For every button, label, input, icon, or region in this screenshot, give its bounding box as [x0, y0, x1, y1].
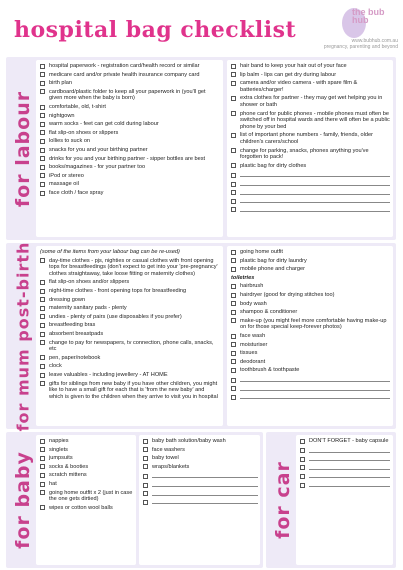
checklist-item: [40, 455, 134, 462]
checklist-item: [40, 164, 220, 171]
checklist-item: [40, 288, 220, 295]
item-label: change for parking, snacks, phones anything you've forgotten to pack!: [240, 147, 369, 161]
item-label: lollies to suck on: [49, 138, 91, 145]
checkbox[interactable]: [40, 482, 45, 487]
panel-right: [139, 435, 260, 565]
post-note: (some of the items from your labour bag can be re-used): [40, 249, 180, 255]
checklist-item: [40, 130, 220, 137]
checkbox[interactable]: [40, 381, 45, 386]
checkbox[interactable]: [231, 96, 236, 101]
blank-item: [143, 473, 258, 479]
write-in-line[interactable]: [309, 482, 390, 487]
item-label: wraps/blankets: [152, 463, 190, 470]
checklist-item: [300, 438, 390, 445]
write-in-line[interactable]: [240, 386, 390, 391]
item-label: change to pay for newspapers, tv connection, phone calls, snacks, etc: [49, 339, 214, 353]
item-label: phone card for public phones - mobile phones must often be switched off in hospital wards and there will often be a public phone by your bed: [240, 110, 390, 130]
item-label: make-up (you might feel more comfortable having make-up on for those special keep-forever photos): [240, 317, 387, 331]
checklist-item: [231, 249, 390, 256]
checkbox[interactable]: [231, 72, 236, 77]
checkbox[interactable]: [231, 148, 236, 153]
checkbox[interactable]: [40, 130, 45, 135]
item-label: toothbrush & toothpaste: [240, 367, 300, 374]
checklist-item: [231, 283, 390, 290]
checkbox[interactable]: [231, 378, 236, 383]
checkbox[interactable]: [40, 355, 45, 360]
checklist-item: [231, 163, 390, 170]
checklist-item: [40, 190, 220, 197]
checklist-item: [143, 447, 258, 454]
item-label: baby towel: [152, 455, 179, 462]
item-label: maternity sanitary pads - plenty: [49, 305, 127, 312]
checkbox[interactable]: [40, 156, 45, 161]
blank-item: [143, 482, 258, 488]
checklist-item: [40, 156, 220, 163]
blank-item: [231, 207, 390, 213]
checkbox[interactable]: [40, 148, 45, 153]
item-label: camera and/or video camera - with spare film & batteries/charger!: [240, 80, 358, 93]
write-in-line[interactable]: [240, 207, 390, 212]
section-label: for car: [272, 461, 295, 539]
checkbox[interactable]: [143, 491, 148, 496]
write-in-line[interactable]: [240, 181, 390, 186]
checkbox[interactable]: [40, 473, 45, 478]
checklist-item: [231, 80, 390, 93]
item-label: undies - plenty of pairs (use disposables if you prefer): [49, 313, 182, 320]
checklist-item: [40, 279, 220, 286]
section-label: for mum post-birth: [13, 241, 33, 431]
checklist-item: [231, 258, 390, 265]
checklist-item: [40, 258, 220, 278]
blank-item: [300, 465, 390, 471]
checklist-item: [40, 138, 220, 145]
blank-item: [143, 491, 258, 497]
write-in-line[interactable]: [240, 394, 390, 399]
checkbox[interactable]: [231, 301, 236, 306]
write-in-line[interactable]: [152, 499, 258, 504]
toiletries-heading: toiletries: [231, 274, 255, 281]
checkbox[interactable]: [231, 64, 236, 69]
item-label: iPod or stereo: [49, 172, 84, 179]
item-label: jumpsuits: [49, 455, 73, 462]
logo-subtitle: [318, 38, 398, 50]
checklist-item: [40, 297, 220, 304]
blank-item: [231, 394, 390, 400]
section-label: for labour: [12, 90, 35, 207]
item-label: face washers: [152, 446, 185, 453]
logo-url: www.bubhub.com.au: [351, 38, 398, 44]
section-baby: [6, 432, 263, 568]
checklist-item: [231, 132, 390, 145]
blank-item: [231, 377, 390, 383]
write-in-line[interactable]: [240, 190, 390, 195]
checklist-item: [231, 333, 390, 340]
checklist-item: [231, 301, 390, 308]
checkbox[interactable]: [231, 351, 236, 356]
blank-item: [231, 190, 390, 196]
logo-tagline: pregnancy, parenting and beyond: [323, 44, 398, 50]
checkbox[interactable]: [40, 258, 45, 263]
section-label: for baby: [12, 451, 34, 549]
header: [0, 0, 403, 54]
checkbox[interactable]: [40, 456, 45, 461]
write-in-line[interactable]: [152, 473, 258, 478]
checklist-item: [143, 438, 258, 445]
item-label: baby bath solution/baby wash: [152, 438, 226, 444]
checkbox[interactable]: [300, 474, 305, 479]
item-label: hairdryer (good for drying stitches too): [240, 291, 335, 298]
checkbox[interactable]: [40, 439, 45, 444]
blank-item: [231, 181, 390, 187]
checkbox[interactable]: [40, 191, 45, 196]
panel-left: [36, 60, 223, 237]
checkbox[interactable]: [143, 456, 148, 461]
checkbox[interactable]: [40, 314, 45, 319]
item-label: gifts for siblings from new baby if you have other children, you might like to have a small gift for each that is 'from the new baby' and which is given to the children when they arrive to visit you in hospital: [49, 380, 218, 400]
checkbox[interactable]: [143, 474, 148, 479]
item-label: plastic bag for dirty laundry: [240, 257, 307, 264]
item-label: hairbrush: [240, 283, 264, 290]
item-label: nappies: [49, 438, 69, 444]
checklist-item: [40, 447, 134, 454]
checklist-item: [40, 80, 220, 87]
checklist-item: [40, 355, 220, 362]
checklist-item: [40, 181, 220, 188]
checklist-item: [143, 455, 258, 462]
section-car: [266, 432, 396, 568]
write-in-line[interactable]: [152, 491, 258, 496]
checkbox[interactable]: [40, 122, 45, 127]
item-label: warm socks - feet can get cold during labour: [49, 121, 159, 128]
write-in-line[interactable]: [240, 377, 390, 382]
checklist-item: [231, 111, 390, 131]
checkbox[interactable]: [40, 280, 45, 285]
checklist-item: [40, 89, 220, 102]
checkbox[interactable]: [231, 342, 236, 347]
checkbox[interactable]: [40, 323, 45, 328]
blank-item: [231, 386, 390, 392]
item-label: dressing gown: [49, 296, 86, 303]
item-label: pen, paper/notebook: [49, 354, 101, 361]
checkbox[interactable]: [40, 332, 45, 337]
checklist-item: [40, 363, 220, 370]
item-label: body wash: [240, 300, 267, 307]
item-label: medicare card and/or private health insurance company card: [49, 71, 200, 78]
checkbox[interactable]: [40, 447, 45, 452]
item-label: comfortable, old, t-shirt: [49, 103, 106, 110]
item-label: face cloth / face spray: [49, 189, 104, 196]
item-label: face wash: [240, 332, 266, 339]
checkbox[interactable]: [40, 297, 45, 302]
checklist-item: [40, 322, 220, 329]
checklist-item: [231, 292, 390, 299]
write-in-line[interactable]: [240, 198, 390, 203]
panel-car: [296, 435, 393, 565]
item-label: massage oil: [49, 181, 79, 188]
item-label: extra clothes for partner - they may get wet helping you in shower or bath: [240, 95, 383, 108]
item-label: absorbent breastpads: [49, 330, 104, 337]
checkbox[interactable]: [143, 500, 148, 505]
item-label: birth plan: [49, 80, 73, 87]
checkbox[interactable]: [40, 490, 45, 495]
checklist-item: [231, 266, 390, 273]
item-label: flat slip-on shoes or slippers: [49, 129, 119, 136]
item-label: tissues: [240, 350, 258, 357]
checkbox[interactable]: [231, 258, 236, 263]
blank-item: [300, 456, 390, 462]
item-label: snacks for you and your birthing partner: [49, 146, 148, 153]
checkbox[interactable]: [40, 64, 45, 69]
checklist-item: [40, 121, 220, 128]
item-label: deodorant: [240, 358, 266, 365]
item-label: going home outfit: [240, 249, 283, 255]
checklist-item: [40, 173, 220, 180]
checklist-item: [40, 505, 134, 512]
checkbox[interactable]: [40, 306, 45, 311]
checklist-item: [40, 113, 220, 120]
item-label: books/magazines - for your partner too: [49, 164, 146, 171]
item-label: leave valuables - including jewellery - AT HOME: [49, 371, 168, 378]
item-label: scratch mittens: [49, 472, 87, 479]
checkbox[interactable]: [231, 133, 236, 138]
checkbox[interactable]: [231, 284, 236, 289]
item-label: singlets: [49, 446, 68, 453]
item-label: lip balm - lips can get dry during labour: [240, 71, 337, 78]
checkbox[interactable]: [231, 368, 236, 373]
write-in-line[interactable]: [152, 482, 258, 487]
panel-right: [227, 60, 393, 237]
checklist-item: [231, 367, 390, 374]
item-label: shampoo & conditioner: [240, 309, 298, 316]
item-label: flat slip-on shoes and/or slippers: [49, 279, 130, 286]
write-in-line[interactable]: [309, 456, 390, 461]
checklist-item: [231, 72, 390, 79]
item-label: list of important phone numbers - family, friends, older children's carers/school: [240, 132, 373, 145]
item-label: plastic bag for dirty clothes: [240, 162, 307, 169]
write-in-line[interactable]: [240, 172, 390, 177]
checkbox[interactable]: [231, 207, 236, 212]
checkbox[interactable]: [40, 464, 45, 469]
logo-name: the bub hub: [352, 7, 385, 25]
checkbox[interactable]: [231, 111, 236, 116]
item-label: going home outfit x 2 (just in case the one gets dirtied): [49, 489, 133, 503]
item-label: wipes or cotton wool balls: [49, 504, 113, 511]
checkbox[interactable]: [231, 386, 236, 391]
section-post-birth: [6, 243, 396, 429]
checklist-item: [40, 305, 220, 312]
section-labour: [6, 57, 396, 240]
checklist-item: [40, 472, 134, 479]
checkbox[interactable]: [231, 250, 236, 255]
item-label: hair band to keep your hair out of your face: [240, 63, 347, 69]
checkbox[interactable]: [231, 267, 236, 272]
checkbox[interactable]: [231, 190, 236, 195]
checkbox[interactable]: [40, 165, 45, 170]
item-label: day-time clothes - pjs, nighties or casual clothes with front opening tops for breastfeedings (don't expect to get into your 'pre-pregnancy' clothes straightaway, take loose fitting or maternity clothes): [49, 257, 218, 277]
checklist-item: [143, 464, 258, 471]
checkbox[interactable]: [231, 395, 236, 400]
checkbox[interactable]: [40, 340, 45, 345]
checklist-item: [40, 381, 220, 401]
checkbox[interactable]: [143, 439, 148, 444]
item-label: night-time clothes - front opening tops for breastfeeding: [49, 287, 187, 294]
checkbox[interactable]: [300, 483, 305, 488]
checklist-item: [231, 318, 390, 331]
checklist-item: [40, 481, 134, 488]
checkbox[interactable]: [40, 289, 45, 294]
checkbox[interactable]: [231, 334, 236, 339]
checkbox[interactable]: [40, 81, 45, 86]
checkbox[interactable]: [143, 447, 148, 452]
checklist-item: [40, 438, 134, 445]
item-label: socks & booties: [49, 463, 89, 470]
checkbox[interactable]: [40, 182, 45, 187]
item-label: breastfeeding bras: [49, 322, 96, 329]
item-label: hospital paperwork - registration card/health record or similar: [49, 63, 200, 69]
checklist-item: [40, 72, 220, 79]
checklist-item: [40, 314, 220, 321]
checklist-item: [40, 340, 220, 353]
checkbox[interactable]: [231, 182, 236, 187]
checkbox[interactable]: [231, 173, 236, 178]
item-label: drinks for you and your birthing partner - sipper bottles are best: [49, 155, 206, 162]
checkbox[interactable]: [231, 359, 236, 364]
checklist-item: [231, 350, 390, 357]
blank-item: [300, 473, 390, 479]
write-in-line[interactable]: [309, 473, 390, 478]
blank-item: [231, 198, 390, 204]
checkbox[interactable]: [231, 293, 236, 298]
item-label: hat: [49, 480, 57, 487]
checkbox[interactable]: [231, 163, 236, 168]
checklist-item: [40, 63, 220, 70]
checkbox[interactable]: [40, 72, 45, 77]
checklist-item: [40, 331, 220, 338]
checkbox[interactable]: [231, 199, 236, 204]
panel-left: [36, 246, 223, 426]
checkbox[interactable]: [40, 364, 45, 369]
checklist-item: [40, 104, 220, 111]
checkbox[interactable]: [231, 81, 236, 86]
write-in-line[interactable]: [309, 465, 390, 470]
checkbox[interactable]: [300, 439, 305, 444]
write-in-line[interactable]: [309, 448, 390, 453]
checklist-item: [40, 147, 220, 154]
page-title: hospital bag checklist: [14, 17, 297, 43]
item-label: mobile phone and charger: [240, 266, 305, 273]
checklist-item: [231, 148, 390, 161]
blank-item: [231, 172, 390, 178]
checklist-item: [231, 95, 390, 108]
item-label: DON'T FORGET - baby capsule: [309, 438, 389, 444]
checkbox[interactable]: [300, 457, 305, 462]
checkbox[interactable]: [300, 448, 305, 453]
checkbox[interactable]: [300, 465, 305, 470]
checklist-item: [40, 372, 220, 379]
blank-item: [143, 499, 258, 505]
checkbox[interactable]: [40, 139, 45, 144]
checkbox[interactable]: [40, 505, 45, 510]
checkbox[interactable]: [143, 464, 148, 469]
checklist-item: [231, 342, 390, 349]
checkbox[interactable]: [40, 89, 45, 94]
checklist-item: [40, 490, 134, 503]
checkbox[interactable]: [40, 373, 45, 378]
checkbox[interactable]: [231, 310, 236, 315]
panel-left: [36, 435, 136, 565]
item-label: clock: [49, 363, 62, 370]
blank-item: [300, 448, 390, 454]
item-label: moisturiser: [240, 341, 268, 348]
item-label: cardboard/plastic folder to keep all your paperwork in (you'll get given more when the baby is born): [49, 88, 206, 102]
checklist-item: [231, 359, 390, 366]
checkbox[interactable]: [231, 318, 236, 323]
checklist-item: [231, 63, 390, 70]
checkbox[interactable]: [40, 105, 45, 110]
checkbox[interactable]: [40, 113, 45, 118]
checkbox[interactable]: [143, 483, 148, 488]
checklist-item: [40, 464, 134, 471]
panel-right: [227, 246, 393, 426]
checkbox[interactable]: [40, 173, 45, 178]
blank-item: [300, 482, 390, 488]
checklist-item: [231, 309, 390, 316]
item-label: nightgown: [49, 112, 75, 119]
